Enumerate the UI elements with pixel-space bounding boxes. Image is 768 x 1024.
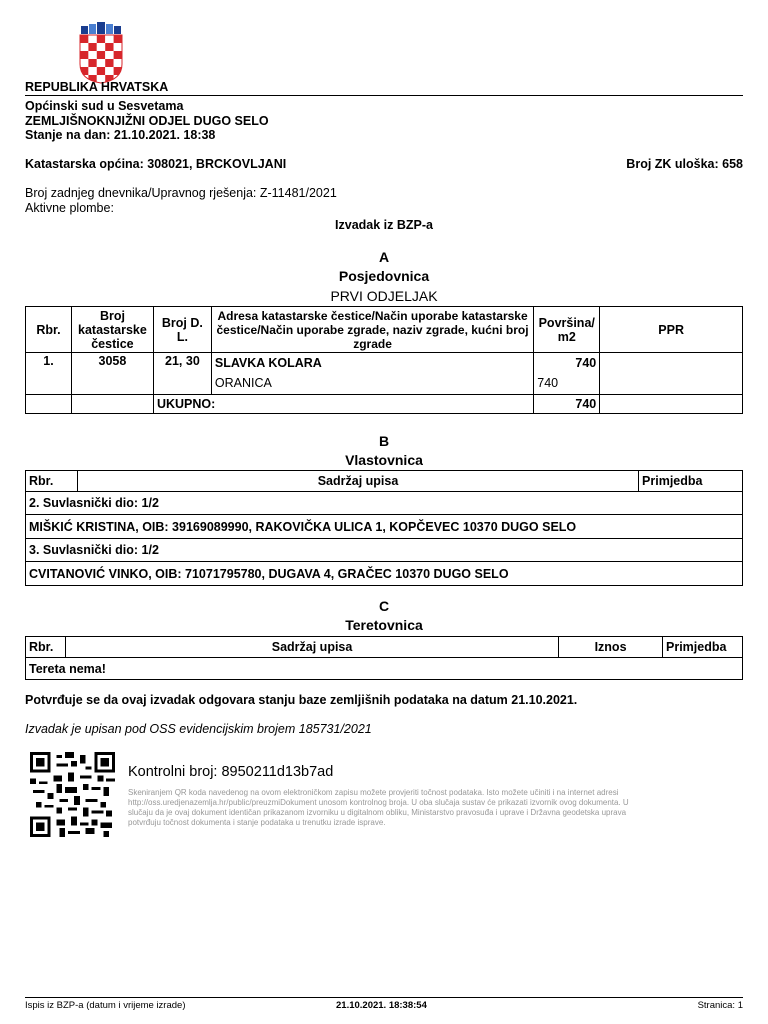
table-row: [26, 658, 743, 680]
encumbrance-table: [25, 636, 743, 680]
last-journal-number: Broj zadnjeg dnevnika/Upravnog rješenja: Z-11481/2021: [25, 186, 337, 200]
column-header: Iznos: [559, 637, 663, 658]
page-number: Stranica: 1: [697, 1000, 743, 1011]
total-row: [26, 395, 743, 414]
croatian-coat-of-arms-icon: [78, 22, 124, 84]
section-c-title: Teretovnica: [345, 617, 423, 633]
table-header-row: [26, 637, 743, 658]
footer-timestamp: 21.10.2021. 18:38:54: [336, 1000, 427, 1011]
empty-cell: [71, 395, 153, 414]
column-header: Primjedba: [663, 637, 743, 658]
column-header: Primjedba: [639, 471, 743, 492]
column-header: Adresa katastarske čestice/Način uporabe katastarske čestice/Način uporabe zgrade, naziv zgrade, kućni broj zgrade: [211, 307, 533, 353]
column-header: Površina/ m2: [534, 307, 600, 353]
column-header: Broj katastarske čestice: [71, 307, 153, 353]
control-number: Kontrolni broj: 8950211d13b7ad: [128, 764, 334, 780]
zk-number: Broj ZK uloška: 658: [626, 157, 743, 171]
ownership-table: [25, 470, 743, 586]
parcel-address: SLAVKA KOLARA: [211, 353, 533, 373]
parcel-area: 740: [534, 353, 600, 373]
total-area: 740: [534, 395, 600, 414]
table-row: [26, 562, 743, 586]
active-seals: Aktivne plombe:: [25, 201, 114, 215]
column-header: PPR: [600, 307, 743, 353]
section-b-letter: B: [378, 433, 390, 449]
country-name: REPUBLIKA HRVATSKA: [25, 80, 169, 94]
section-a-title: Posjedovnica: [338, 268, 430, 284]
document-title: Izvadak iz BZP-a: [335, 218, 433, 232]
oss-note: Izvadak je upisan pod OSS evidencijskim brojem 185731/2021: [25, 722, 372, 736]
owner-entry: MIŠKIĆ KRISTINA, OIB: 39169089990, RAKOVIČKA ULICA 1, KOPČEVEC 10370 DUGO SELO: [26, 515, 743, 539]
ppr-cell: [600, 353, 743, 395]
table-row: [26, 539, 743, 562]
total-label: UKUPNO:: [153, 395, 533, 414]
row-number: 1.: [26, 353, 72, 395]
column-header: Sadržaj upisa: [77, 471, 638, 492]
no-encumbrance-text: Tereta nema!: [26, 658, 743, 680]
parcel-use-area: 740: [534, 373, 600, 395]
column-header: Sadržaj upisa: [65, 637, 558, 658]
share-label: 2. Suvlasnički dio: 1/2: [26, 492, 743, 515]
section-b-title: Vlastovnica: [345, 452, 423, 468]
footer-left: Ispis iz BZP-a (datum i vrijeme izrade): [25, 1000, 186, 1011]
table-row: [26, 492, 743, 515]
column-header: Broj D. L.: [153, 307, 211, 353]
header-divider: [25, 95, 743, 96]
parcel-use: ORANICA: [211, 373, 533, 395]
parcel-number: 3058: [71, 353, 153, 395]
owner-entry: CVITANOVIĆ VINKO, OIB: 71071795780, DUGAVA 4, GRAČEC 10370 DUGO SELO: [26, 562, 743, 586]
court-name: Općinski sud u Sesvetama: [25, 99, 184, 113]
column-header: Rbr.: [26, 307, 72, 353]
column-header: Rbr.: [26, 637, 66, 658]
share-label: 3. Suvlasnički dio: 1/2: [26, 539, 743, 562]
cadastral-municipality: Katastarska općina: 308021, BRCKOVLJANI: [25, 157, 287, 171]
empty-cell: [600, 395, 743, 414]
column-header: Rbr.: [26, 471, 78, 492]
qr-code-icon: [30, 752, 115, 837]
section-c-letter: C: [378, 598, 390, 614]
section-a-letter: A: [378, 249, 390, 265]
possession-table: [25, 306, 743, 414]
footer-divider: [25, 997, 743, 998]
confirmation-text: Potvrđuje se da ovaj izvadak odgovara stanju baze zemljišnih podataka na datum 21.10.2021.: [25, 693, 578, 707]
table-row: [26, 353, 743, 373]
section-a-subtitle: PRVI ODJELJAK: [330, 288, 438, 304]
empty-cell: [26, 395, 72, 414]
table-header-row: [26, 307, 743, 353]
status-date: Stanje na dan: 21.10.2021. 18:38: [25, 128, 216, 142]
verification-note: Skeniranjem QR koda navedenog na ovom elektroničkom zapisu možete provjeriti točnost podataka. Isto možete učiniti i na internet adresi http://oss.uredjenazemlja.hr/public/preuzmiDokument unosom kontrolnog broja. U oba slučaja sustav će prikazati izvornik ovog dokumenta. U slučaju da je ovaj dokument identičan prikazanom izvorniku u digitalnom obliku, Ministarstvo pravosuđa i uprave i Državna geodetska uprava potvrđuju točnost dokumenta i stanje podataka u trenutku izrade isprave.: [128, 788, 629, 827]
table-header-row: [26, 471, 743, 492]
table-row: [26, 515, 743, 539]
department-name: ZEMLJIŠNOKNJIŽNI ODJEL DUGO SELO: [25, 113, 269, 128]
dl-number: 21, 30: [153, 353, 211, 395]
